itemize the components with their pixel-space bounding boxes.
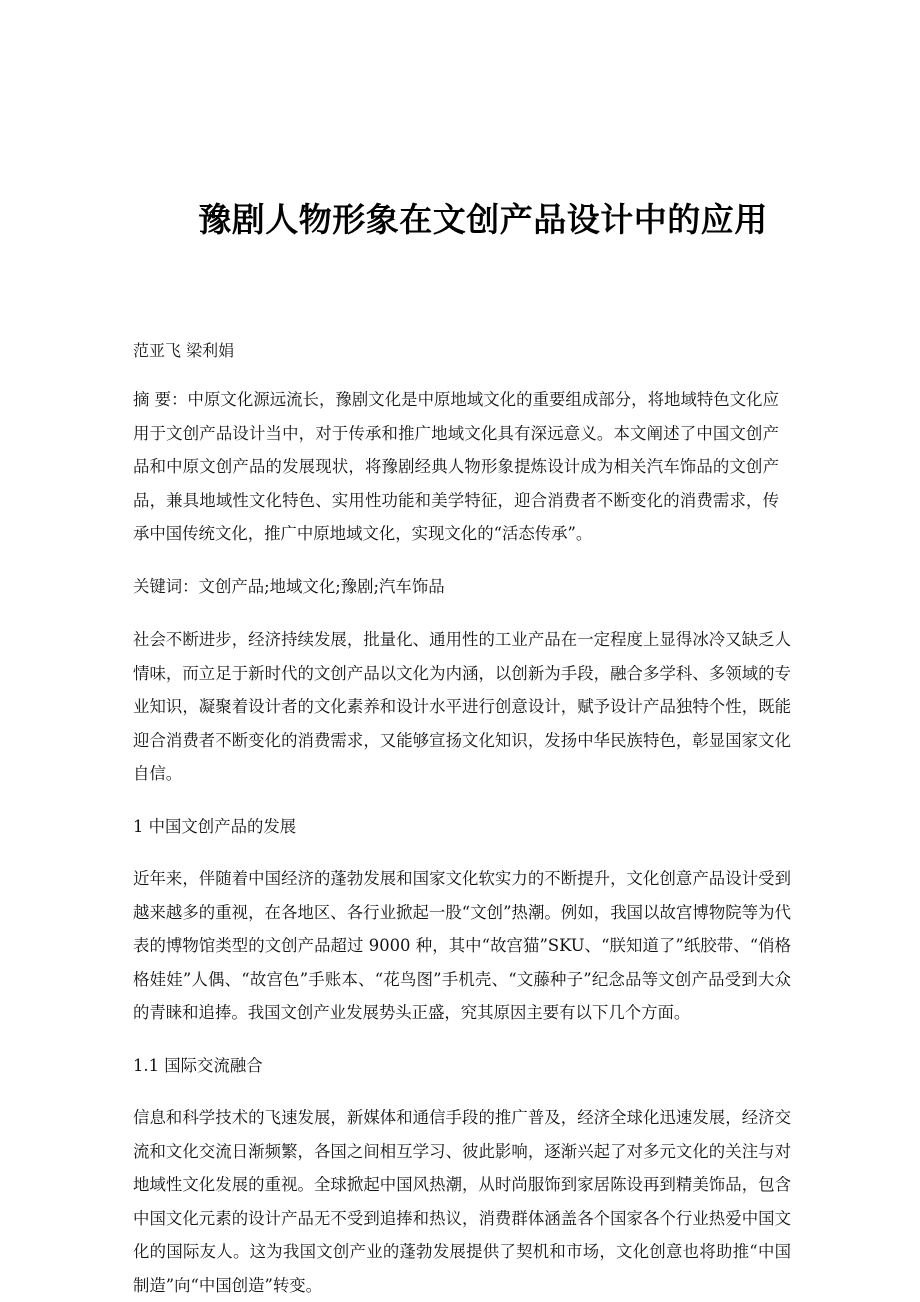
author-line: 范亚飞 梁利娟 xyxy=(133,341,235,360)
abstract-paragraph: 摘 要：中原文化源远流长，豫剧文化是中原地域文化的重要组成部分，将地域特色文化应用于文创产品设计当中，对于传承和推广地域文化具有深远意义。本文阐述了中国文创产品和中原文创产品的发展现状，将豫剧经典人物形象提炼设计成为相关汽车饰品的文创产品，兼具地域性文化特色、实用性功能和美学特征，迎合消费者不断变化的消费需求，传承中国传统文化，推广中原地域文化，实现文化的“活态传承”。 xyxy=(133,390,779,543)
section-1-paragraph-1: 近年来，伴随着中国经济的蓬勃发展和国家文化软实力的不断提升，文化创意产品设计受到越来越多的重视，在各地区、各行业掀起一股“文创”热潮。例如，我国以故宫博物院等为代表的博物馆类型的文创产品超过 9000 种，其中“故宫猫”SKU、“朕知道了”纸胶带、“俏格格娃娃”人偶、“故宫色”手账本、“花鸟图”手机壳、“文藤种子”纪念品等文创产品受到大众的青睐和追捧。我国文创产业发展势头正盛，究其原因主要有以下几个方面。 xyxy=(133,869,791,1022)
document-body xyxy=(133,383,791,1302)
keywords-paragraph: 关键词：文创产品;地域文化;豫剧;汽车饰品 xyxy=(133,576,445,596)
section-heading-1-1: 1.1 国际交流融合 xyxy=(133,1055,263,1075)
page-title: 豫剧人物形象在文创产品设计中的应用 xyxy=(198,200,768,240)
section-1-1-paragraph-1: 信息和科学技术的飞速发展，新媒体和通信手段的推广普及，经济全球化迅速发展，经济交流和文化交流日渐频繁，各国之间相互学习、彼此影响，逐渐兴起了对多元文化的关注与对地域性文化发展的重视。全球掀起中国风热潮，从时尚服饰到家居陈设再到精美饰品，包含中国文化元素的设计产品无不受到追捧和热议，消费群体涵盖各个国家各个行业热爱中国文化的国际友人。这为我国文创产业的蓬勃发展提供了契机和市场，文化创意也将助推“中国制造”向“中国创造”转变。 xyxy=(133,1108,791,1295)
section-heading-1: 1 中国文创产品的发展 xyxy=(133,816,297,836)
intro-paragraph: 社会不断进步，经济持续发展，批量化、通用性的工业产品在一定程度上显得冰冷又缺乏人情味，而立足于新时代的文创产品以文化为内涵，以创新为手段，融合多学科、多领域的专业知识，凝聚着设计者的文化素养和设计水平进行创意设计，赋予设计产品独特个性，既能迎合消费者不断变化的消费需求，又能够宣扬文化知识，发扬中华民族特色，彰显国家文化自信。 xyxy=(133,630,791,783)
